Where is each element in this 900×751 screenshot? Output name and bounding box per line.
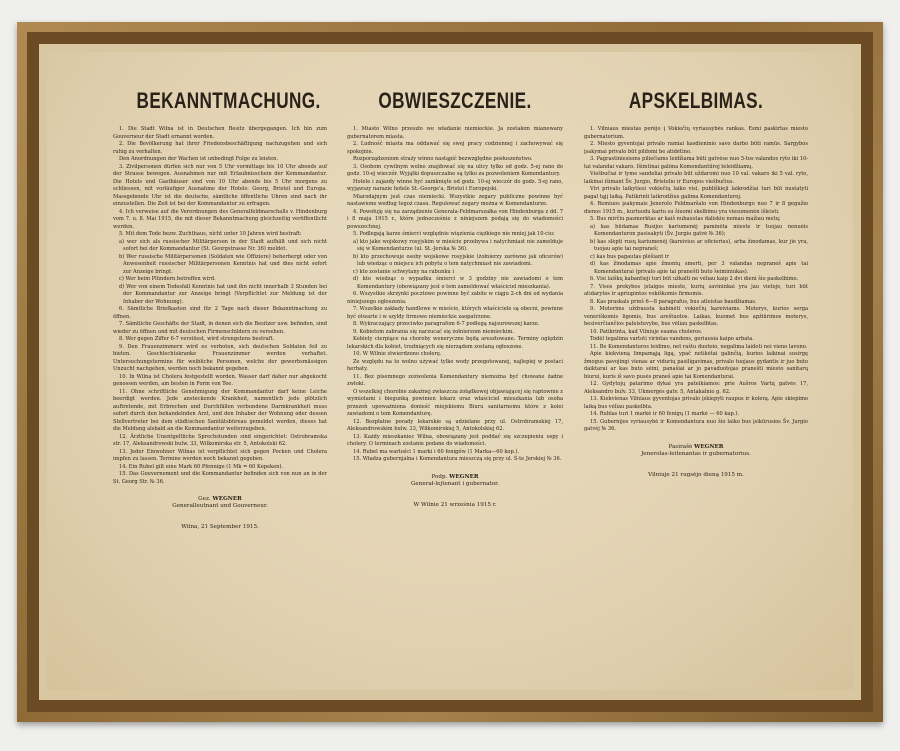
german-paragraph: 15. Das Gouvernement und die Kommandantur befinden sich von nun an in der St. Georg Str. № 36. bbox=[113, 471, 327, 485]
polish-paragraph: 11. Bez pisemnego zezwolenia Komendantury niemożna być chowane żadne zwłoki. bbox=[347, 373, 563, 387]
german-body bbox=[113, 126, 327, 486]
polish-paragraph: d) kto wiedząc o wypadku śmierci w 3 godziny nie zawiadomi o tem Komendantury (obowiązany jest o tem zameldować właściciel mieszkania). bbox=[353, 276, 563, 290]
lithuanian-paragraph: 10. Patikrinta, kad Vilniuje esama choleros. bbox=[590, 328, 703, 335]
german-paragraph: 12. Ärztliche Unentgeltliche Sprechstunden sind eingerichtet: Ostrobramska str. 17, Aleksandrowski bulw. 33, Wilkomirska str. 5, Antokolski 62. bbox=[113, 433, 327, 447]
polish-column bbox=[343, 52, 567, 690]
lithuanian-paragraph: 9. Moterims uždrausta kabinėti vokiečių kareiviams. Moterys, kurios serga veneriškomis ligomis, bus areštuotos. Laikas, kuomet bus apžiūrimos moterys, besiverčiančios paleistuvybe, bus vėliau paskelbtas. bbox=[584, 306, 808, 327]
lithuanian-paragraph: Viešbučiai ir tyme sandeliai privalo būt uždaromi nuo 10 val. vakaro iki 5 val. ryto, laikinai išimant Šv. Jurgio, Bristolio ir Europos viešbučius. bbox=[584, 171, 808, 185]
polish-signatory: WEGNER bbox=[449, 473, 479, 480]
german-signatory-title: Generalleutnant und Gouverneur. bbox=[172, 503, 268, 509]
german-paragraph: 7. Sämtliche Geschäfte der Stadt, in denen sich die Besitzer usw. befinden, sind wieder zu öffnen und mit deutschen Firmenschildern zu versehen. bbox=[113, 321, 327, 335]
lithuanian-signatory: WEGNER bbox=[694, 443, 724, 450]
german-paragraph: 4. Ich verweise auf die Verordnungen des Generalfeldmarschalls v. Hindenburg vom 7. u. 8. Mai 1915, die mit dieser Bekanntmachung gleichzeitig veröffentlicht werden. bbox=[113, 208, 327, 230]
polish-paragraph: b) kto przechowuje osoby wojskowe rosyjskie (żołnierzy zarówno jak oficerów) lub wiedząc o miejscu ich pobytu o tem natychmiast nie zawiadomi. bbox=[353, 253, 563, 267]
german-paragraph: 5. Mit dem Tode bezw. Zuchthaus, nicht unter 10 Jahren wird bestraft: bbox=[119, 231, 302, 237]
lithuanian-paragraph: 7. Visos prekybos įstaigos mieste, kurių savininkai yra jau vietoje, turi būt atidarytos ir apriupintos vokiškomis firmomis. bbox=[584, 283, 808, 297]
polish-paragraph: 12. Bezpłatne porady lekarskie są udzielane przy ul. Ostrobramskiej 17, Aleksandrowskim bulw. 33, Wiłkomirskiej 5, Antokolskiej 62. bbox=[347, 418, 563, 432]
lithuanian-paragraph: 8. Kas praskals prieš 6—8 paragrafus, bus atleistas baudžiamas. bbox=[590, 298, 757, 305]
german-paragraph: a) wer sich als russischer Militärperson in der Stadt aufhält und sich nicht sofort bei der Kommandantur (St. Georgstrasse Nr. 36) meldet. bbox=[119, 238, 327, 252]
german-paragraph: 10. In Wilna ist Cholera festgestellt worden. Wasser darf daher nur abgekocht genossen werden, am besten in Form von Tee. bbox=[113, 373, 327, 387]
lithuanian-signature bbox=[584, 444, 808, 458]
lithuanian-signatory-title: Jenerolas-leitenantas ir gubernatorius. bbox=[641, 450, 751, 457]
lithuanian-signed-prefix: Pasirašė bbox=[668, 443, 693, 450]
polish-paragraph: 13. Każdy mieszkaniec Wilna, obowiązany jest poddać się szczepieniu ospy i cholery. O terminach zostanie podane do wiadomości. bbox=[347, 433, 563, 447]
german-paragraph: 9. Den Frauenzimmern wird es verboten, sich deutschen Soldaten feil zu bieten. Geschlechtskranke Frauenzimmer werden verhaftet. Untersuchungstermine für weibliche Personen, welche der gewerbsmässigen Unzucht nachgehen, werden noch bekannt gegeben. bbox=[113, 343, 327, 372]
german-paragraph: 14. Ein Rubel gilt eine Mark 60 Pfennige (1 Mk = 60 Kopeken). bbox=[119, 463, 284, 470]
polish-paragraph: 14. Rubel ma wartości 1 marki i 60 fenigów (1 Marka—60 kop.). bbox=[353, 448, 519, 455]
lithuanian-paragraph: Todėl tegalima vartoti virintas vandens, geriausia kaipo arbata. bbox=[590, 336, 754, 342]
german-paragraph: d) Wer von einem Todesfall Kenntnis hat und ihn nicht innerhalb 3 Stunden bei der Kommandantur zur Anzeige bringt (Verpflichtet zur Meldung ist der Inhaber der Wohnung). bbox=[119, 283, 327, 305]
polish-paragraph: 5. Podlegają karze śmierci względnie więzienia ciężkiego nie mniej jak 10-ciu: bbox=[353, 231, 555, 237]
lithuanian-paragraph: 1. Vilniaus miestas perėjo į Vokiečių vyriausybės rankas. Esmi paskirtas miesto gubernatorium. bbox=[584, 126, 808, 140]
lithuanian-paragraph: 5. Bus mirčiu pasmerktas ar kaiš nubaustas daliskiu nemau mažiau metų: bbox=[590, 216, 781, 222]
german-paragraph: 2. Die Bevölkerung hat ihrer Friedensbeschäftigung nachzugehen und sich ruhig zu verhalten. bbox=[113, 141, 327, 155]
polish-paragraph: a) kto jako wojskowy rosyjskim w mieście przebywa i natychmiast nie zamelduje się w Komendanturze (ul. St.-Jerska № 36). bbox=[353, 238, 563, 252]
lithuanian-paragraph: 6. Visi laiškų kabantieji turi būt užkalti ne vėliau kaip 2 dvi dieni šio paskelbimo. bbox=[590, 276, 799, 282]
german-paragraph: 8. Wer gegen Ziffer 6-7 verstösst, wird strengstens bestraft. bbox=[119, 336, 275, 342]
polish-paragraph: Ze względu na to wolno używać tylko wody przegotowanej, najlepiej w postaci herbaty. bbox=[347, 358, 563, 372]
german-paragraph: 13. Jeder Einwohner Wilnas ist verpflichtet sich gegen Pocken und Cholera impfen zu lassen. Termine werden noch bekannt gegeben. bbox=[113, 448, 327, 462]
polish-signatory-title: Generał-lejtenant i gubernator. bbox=[410, 480, 500, 487]
lithuanian-paragraph: Viri privalo laikytiesi vokiečių laiko visi, publiškieji laikrodžiai turi būt nustatyti pagal tąjį laiką. Patikrinti laikrodžius galima Komendanturoj. bbox=[584, 186, 808, 200]
lithuanian-paragraph: 15. Gubernijos vyriausybė ir Komendantura nuo šio laiko bus įsikūrusios Šv. Jurgio gatvėj № 36. bbox=[584, 418, 808, 432]
polish-paragraph: Kobiety cierpiące na choroby weneryczne będą aresztowane. Terminy oględzin lekarskich dla kobiet, trudniących się nierządem zostaną ogłoszone. bbox=[347, 336, 563, 350]
polish-paragraph: c) kto zostanie schwytany na rabunku i bbox=[353, 268, 454, 275]
polish-date: W Wilnie 21 września 1915 r. bbox=[413, 501, 497, 508]
german-paragraph: 6. Sämtliche Briefkasten sind für 2 Tage nach dieser Bekanntmachung zu öffnen. bbox=[113, 306, 327, 320]
polish-body bbox=[347, 126, 563, 464]
german-signed-prefix: Gez. bbox=[198, 496, 211, 502]
lithuanian-paragraph: a) kas būdamas Rusijos kariumenėj paminėta mieste ir tuojau nenuėis Komendanturon pasisakyti (Šv. Jurgio gatvė № 36); bbox=[590, 223, 808, 237]
german-paragraph: Den Anordnungen der Wachen ist unbedingt Folge zu leisten. bbox=[119, 156, 279, 162]
picture-frame bbox=[17, 22, 883, 722]
polish-paragraph: 10. W Wilnie stwierdzono cholerę. bbox=[353, 351, 442, 357]
german-heading: BEKANNTMACHUNG. bbox=[136, 88, 321, 113]
lithuanian-paragraph: 12. Gydytojų patarimo dykai yra pateikiamos: prie Aušros Vartų gatvės 17, Aleksandro bulv. 33, Ukmergės gatv. 5, Antakalnio g. 62. bbox=[584, 381, 808, 395]
german-signature bbox=[113, 496, 327, 510]
lithuanian-paragraph: 3. Pagrastiniesiems piliečiams leidžiama būti gatvėse nuo 5-tos valandos ryto iki 10-tai valandai vakaro. Išimtinai galima Komendantūroj teleidžiamų. bbox=[584, 156, 808, 170]
lithuanian-paragraph: d) kas žinodamas apie žmonių smerti, per 3 valandas nepraneš apie tai Komendanturai (privalo apie tai pranešti buto šeiminiukas). bbox=[590, 261, 808, 275]
lithuanian-paragraph: 2. Miesto gyventojai privalo ramiai kasdieninio savo darbo būti ramūs. Sargybos įsakymai privalo būt pildomi be atidėtino. bbox=[584, 141, 808, 155]
polish-heading: OBWIESZCZENIE. bbox=[378, 88, 532, 113]
lithuanian-paragraph: c) kas bus pagautas plėšiant ir bbox=[590, 253, 669, 260]
lithuanian-paragraph: Apie kiekvieną limpamąją ligą, ypač netikėtai galinčią, kurios laikinai susirgę žmogus pavojingi vienas ar vidurių pasiligavimas, privalo tuojaus gydantis ir juo buto daiktarai ar kas buto sėini, panašiai ar jo pavaduotojas pranešti miesto sanitarų biurui, kuris iš savo pusės praneš apie tai Komendanturai. bbox=[584, 351, 808, 380]
lithuanian-body bbox=[584, 126, 808, 434]
lithuanian-paragraph: 11. Be Komendanturos leidimo, net raštu duotoio, negalima laidoti nei vieno lavono. bbox=[590, 343, 808, 350]
lithuanian-paragraph: 4. Remiuos įsakymais Jenerolo Feldmaršalo von Hindenburgo nuo 7 ir 8 gegužio dienos 1915 m., kurtuodu kartu su šiuomi skelbimu yra viesumenėn išleisti. bbox=[584, 201, 808, 215]
polish-signature bbox=[347, 474, 563, 488]
frame-inner-edge bbox=[27, 32, 873, 712]
frame-mat bbox=[39, 44, 861, 700]
german-signatory: WEGNER bbox=[212, 496, 242, 502]
lithuanian-paragraph: 14. Rublas turi 1 markė ir 60 fenigų (1 markė — 60 kap.). bbox=[590, 411, 739, 417]
polish-paragraph: 8. Wykraczający przeciwko paragrafom 6-7 podlegą najsurowszej karze. bbox=[353, 321, 540, 327]
polish-paragraph: 1. Miasto Wilno przeszło we władanie niemieckie. Ja zostałem mianowany gubernatorem miasta. bbox=[347, 126, 563, 140]
german-column bbox=[109, 52, 331, 690]
german-paragraph: b) Wer russische Militärpersonen (Soldaten wie Offiziere) beherbergt oder von Anwesenheit russischer Militärpersonen Kenntnis hat und dies nicht sofort zur Anzeige bringt. bbox=[119, 253, 327, 275]
german-paragraph: c) Wer beim Plündern betroffen wird. bbox=[119, 276, 216, 282]
polish-paragraph: O wszelkiej chorobie zakaźnej zwłaszcza żołądkowej objawiającej się raptownie z wymiotami i biegunką powinien lekarz oraz właściciel mieszkania lub osoba przezeń upoważniona donieść miejskiemu Biuru sanitarnemu które z kolei zawiadomi o tem Komendanturę. bbox=[347, 388, 563, 417]
polish-paragraph: 3. Osobom cywilnym wolno znajdować się na ulicy tylko od godz. 5-ej rano do godz. 10-ej wieczór. Wyjątki dopuszczalne są tylko za pozwoleniem Komendantury. bbox=[347, 163, 563, 177]
poster-paper bbox=[47, 52, 853, 690]
german-paragraph: 11. Ohne schriftliche Genehmigung der Kommandantur darf keine Leiche beerdigt werden. Jede ansteckende Krankheit, namentlich jede plötzlich auftretende, mit Erbrechen und Durchfällen verbundene Darmkrankheit muss sofort durch den behandelnden Arzt, und den Inhaber der Wohnung oder dessen Stellvertreter bei dem städtischen Sanitätsbüreau gemeldet werden, dieses hat die Meldung alsbald an die Kommandantur weiterzugeben. bbox=[113, 388, 327, 432]
lithuanian-date: Vilniuje 21 rugsėjo dieną 1915 m. bbox=[648, 471, 744, 478]
polish-paragraph: Hotele i zajazdy winne być zamknięte od godz. 10-ej wieczór do godz. 5-ej rano, wyjąwszy narazie hotele St.-George'a, Bristol i Europejski. bbox=[347, 178, 563, 192]
polish-paragraph: Miarodajnym jest czas niemiecki. Wszystkie zegary publiczne powinne być nastawione według tegoż czasu. Regulować zegary można w Komendanturze. bbox=[347, 193, 563, 207]
lithuanian-column bbox=[580, 52, 812, 690]
german-paragraph: 3. Zivilpersonen dürfen sich nur von 5 Uhr vormittags bis 10 Uhr abends auf der Strasse bewegen. Ausnahmen nur mit Erlaubnisschein der Kommandantur. Die Hotels und Gasthäuser sind von 10 Uhr abends bis 5 Uhr morgens zu schliessen, mit vorläufiger Ausnahme der Hotels: Georg, Bristol und Europa. Massgebende Uhr ist die deutsche, sämtliche öffentliche Uhren sind nach ihr einzustellen. Die Zeit ist bei der Kommandantur zu erfragen. bbox=[113, 163, 327, 207]
polish-paragraph: Rozporządzeniom straży winno nastąpić bezwzględne posłuszeństwo. bbox=[353, 156, 533, 162]
german-paragraph: 1. Die Stadt Wilna ist in Deutschen Besitz übergegangen. Ich bin zum Gouverneur der Stadt ernannt worden. bbox=[113, 126, 327, 140]
lithuanian-paragraph: 13. Kiekvienas Vilniaus gyventojas privalo įskiepyti raupus ir kolerą. Apie skiepimo laiką bus vėliau paskelbta. bbox=[584, 396, 808, 410]
polish-paragraph: 6. Wszystkie skrzynki pocztowe powinne być zabite w ciągu 2-ch dni od wydania niniejszego ogłoszenia. bbox=[347, 291, 563, 305]
polish-paragraph: 15. Władza gubernjalna i Komendantura mieszczą się przy ul. Ś-te Jerskiej № 36. bbox=[353, 456, 562, 462]
polish-paragraph: 2. Ludność miasta ma oddawać się swej pracy codziennej i zachowywać się spokojnie. bbox=[347, 141, 563, 155]
polish-paragraph: 9. Kobietom zabrania się narzucać się żołnierzom niemieckim. bbox=[353, 328, 514, 335]
polish-signed-prefix: Podp. bbox=[431, 473, 448, 480]
lithuanian-paragraph: b) kas slėpti rusų kariumenėj (kareivius ar oficierius), arba žinodamas, kur jie yra, tuojau apie tai nepraneš; bbox=[590, 238, 808, 252]
polish-paragraph: 7. Wszelkie zakłady handlowe w mieście, których właściciele są obecni, powinne być otwarte i w szyldy firmowe niemieckie zaopatrzone. bbox=[347, 306, 563, 320]
german-date: Wilna, 21 September 1915. bbox=[181, 524, 259, 530]
polish-paragraph: 4. Powołuję się na zarządzenie Generała-Feldmarszałka von Hindenburga z dd. 7 i 8 maja 1915 r., które jednocześnie z niniejszem podają się do wiadomości powszechnej. bbox=[347, 208, 563, 230]
lithuanian-heading: APSKELBIMAS. bbox=[628, 88, 764, 113]
